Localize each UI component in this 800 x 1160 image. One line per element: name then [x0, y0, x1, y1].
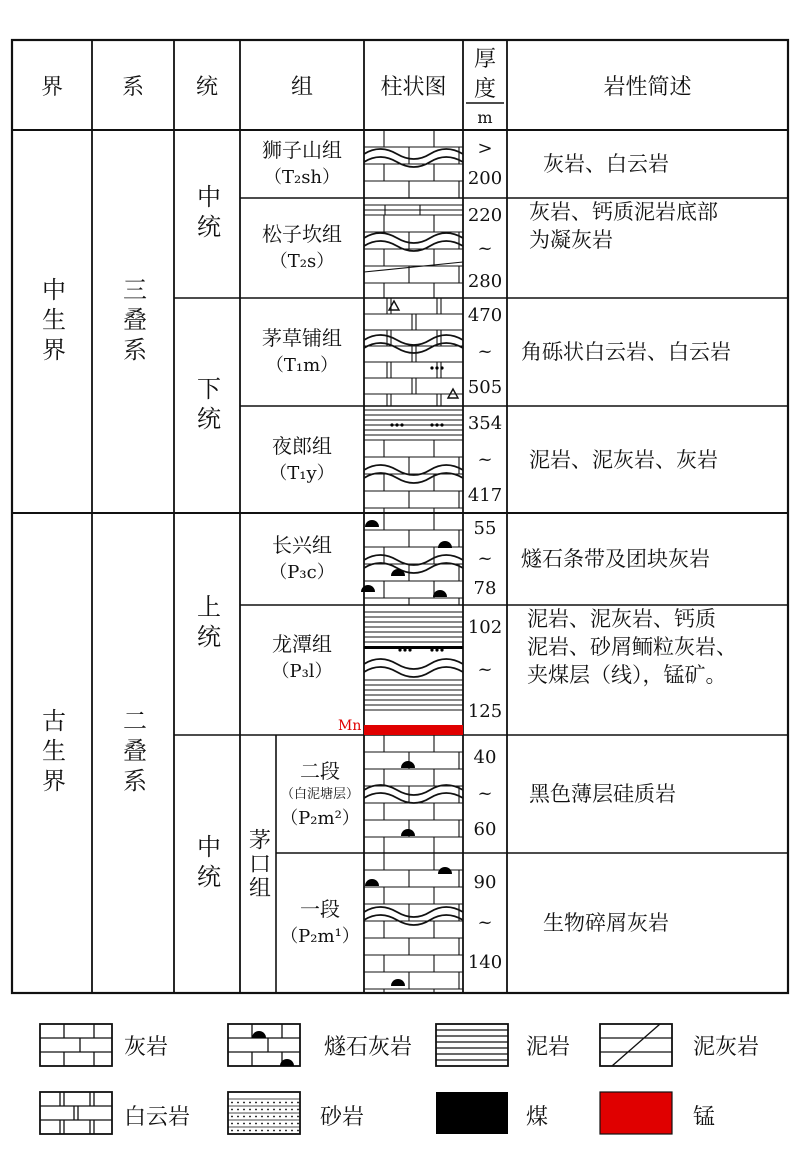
thickness-shizishan: > 200: [467, 138, 503, 189]
coal-icon: [436, 1092, 508, 1134]
thickness-longtan: 102 ~ 125: [467, 617, 503, 722]
formation-member-2: 二段 （白泥塘层） （P₂m²）: [280, 759, 360, 829]
thickness-yelang: 354 ~ 417: [467, 412, 503, 506]
header-thickness-unit: m: [477, 107, 493, 127]
series-middle-permian: 中统: [192, 834, 221, 894]
formation-shizishan: 狮子山组 （T₂sh）: [262, 138, 342, 188]
header-era: 界: [40, 74, 63, 100]
series-upper-permian: 上统: [192, 594, 221, 654]
system-permian: 二叠系: [118, 708, 147, 798]
header-series: 统: [195, 74, 218, 100]
thickness-member-2: 40 ~ 60: [473, 747, 497, 840]
era-paleozoic: 古生界: [37, 708, 66, 798]
header-thickness-2: 度: [473, 76, 496, 102]
series-middle-triassic: 中统: [192, 184, 221, 244]
manganese-label: Mn: [338, 718, 362, 734]
series-lower-triassic: 下统: [192, 375, 221, 436]
lithology-longtan: 泥岩、泥灰岩、钙质 泥岩、砂屑鲕粒灰岩、 夹煤层（线），锰矿。: [527, 607, 737, 687]
lithology-changxing: 燧石条带及团块灰岩: [521, 547, 710, 571]
lithology-member-2: 黑色薄层硅质岩: [529, 782, 676, 806]
header-lithology: 岩性简述: [603, 74, 692, 100]
thickness-songzikan: 220 ~ 280: [467, 204, 503, 292]
dolomite-icon: [40, 1092, 112, 1134]
thickness-changxing: 55 ~ 78: [473, 518, 497, 599]
chert-limestone-icon: [228, 1024, 300, 1066]
mudstone-icon: [436, 1024, 508, 1066]
legend-label-chert-limestone: 燧石灰岩: [324, 1035, 413, 1060]
thickness-maocaopu: 470 ~ 505: [467, 305, 503, 398]
marl-icon: [600, 1024, 672, 1066]
formation-member-1: 一段 （P₂m¹）: [280, 897, 360, 947]
formation-longtan: 龙潭组 （P₃l）: [271, 631, 333, 682]
lithology-songzikan: 灰岩、钙质泥岩底部 为凝灰岩: [529, 200, 718, 252]
legend-label-sandstone: 砂岩: [320, 1105, 365, 1130]
header-thickness-1: 厚: [473, 46, 496, 72]
legend-label-marl: 泥灰岩: [693, 1035, 760, 1060]
formation-maocaopu: 茅草铺组 （T₁m）: [262, 326, 342, 376]
legend-label-limestone: 灰岩: [124, 1035, 169, 1060]
header-system: 系: [121, 74, 144, 100]
lithology-member-1: 生物碎屑灰岩: [543, 911, 669, 935]
sandstone-icon: [228, 1092, 300, 1134]
formation-changxing: 长兴组 （P₃c）: [269, 533, 335, 583]
header-formation: 组: [290, 74, 313, 100]
lithology-column: [361, 130, 463, 993]
manganese-icon: [600, 1092, 672, 1134]
lithology-shizishan: 灰岩、白云岩: [543, 152, 669, 176]
legend-label-dolomite: 白云岩: [124, 1105, 191, 1130]
lithology-yelang: 泥岩、泥灰岩、灰岩: [529, 447, 718, 472]
manganese-band: [364, 725, 463, 735]
system-triassic: 三叠系: [118, 276, 147, 367]
thickness-member-1: 90 ~ 140: [467, 872, 503, 973]
group-maokou: 茅口组: [245, 828, 271, 900]
legend-label-mudstone: 泥岩: [526, 1035, 571, 1060]
limestone-icon: [40, 1024, 112, 1066]
header-column: 柱状图: [380, 74, 447, 100]
era-mesozoic: 中生界: [37, 276, 66, 367]
legend-label-manganese: 锰: [693, 1105, 716, 1130]
formation-songzikan: 松子坎组 （T₂s）: [262, 222, 342, 272]
legend-label-coal: 煤: [526, 1105, 549, 1130]
formation-yelang: 夜郎组 （T₁y）: [269, 433, 335, 484]
lithology-maocaopu: 角砾状白云岩、白云岩: [521, 340, 731, 364]
